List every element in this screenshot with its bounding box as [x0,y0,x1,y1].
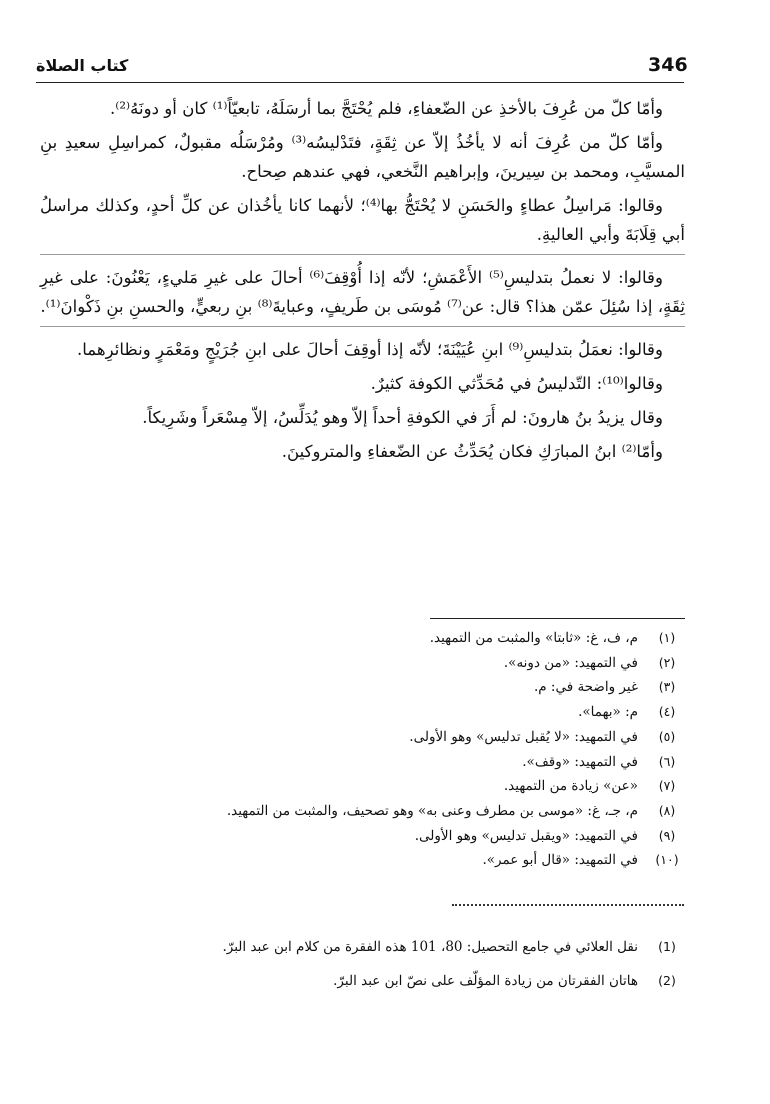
running-title: كتاب الصلاة [36,56,129,75]
footnote [40,626,682,651]
footnote-text: «عن» زيادة من التمهيد. [503,778,638,795]
footnote-number: (٢) [658,654,676,670]
footnote [40,750,682,775]
footnote [40,774,682,799]
editor-notes [40,930,682,998]
paragraph: وقالوا⁽¹⁰⁾: التّدليسُ في مُحَدِّثي الكوفة كثيرٌ. [370,374,663,393]
footnote [40,725,682,750]
footnote-text: م، ف، غ: «ثابتا» والمثبت من التمهيد. [429,630,638,646]
editor-note-number: (1) [658,939,676,954]
footnote [40,675,682,700]
paragraph: وأمّا كلّ من عُرِفَ أنه لا يأخُذُ إلاّ عن ثِقَةٍ، فتَدْليسُه⁽³⁾ ومُرْسَلُه مقبولٌ، كمراسِلِ سعيدِ بنِ المسيَّبِ، ومحمد بن سِيرينَ، وإبراهيم النَّخعي، فهي عندهم صِحاح. [40,133,685,181]
footnote-number: (٨) [658,802,676,818]
footnote-text: م، جـ، غ: «موسى بن مطرف وعنى به» وهو تصحيف، والمثبت من التمهيد. [226,802,638,819]
footnote-number: (١) [658,630,676,645]
footnote-number: (٤) [658,704,676,720]
paragraph: وأمّا كلّ من عُرِفَ بالأخذِ عن الضّعفاءِ، فلم يُحْتَجَّ بما أرسَلَهُ، تابعيّاً⁽¹⁾ كان أو دونَهُ⁽²⁾. [110,99,663,118]
footnote-text: في التمهيد: «ويقبل تدليس» وهو الأولى. [414,827,638,844]
editor-note [40,964,682,998]
footnote [40,651,682,676]
footnote-text: في التمهيد: «لا يُقبل تدليس» وهو الأولى. [409,728,638,745]
footnote-number: (١٠) [655,852,679,868]
footnote-number: (٥) [658,728,676,744]
footnote-divider [430,618,685,619]
paragraph: وقالوا: لا نعملُ بتدليسِ⁽⁵⁾ الأَعْمَشِ؛ لأنّه إذا أُوْقِفَ⁽⁶⁾ أحالَ على غيرِ مَليءٍ، يَعْنُونَ: على غيرِ ثِقَةٍ، إذا سُئِلَ عمّن هذا؟ قال: عن⁽⁷⁾ مُوسَى بن طَريفٍ، وعبايةَ⁽⁸⁾ بنِ ربعيٍّ، والحسنِ بنِ ذَكْوانَ⁽¹⁾. [40,263,685,327]
footnote [40,824,682,849]
footnote-number: (٦) [658,753,676,769]
main-text [40,94,685,466]
page-number: 346 [648,54,688,76]
footnote [40,799,682,824]
footnote [40,848,682,873]
editor-note-text: هاتان الفقرتان من زيادة المؤلّف على نصّ ابن عبد البرّ. [333,973,638,989]
paragraph: وأمّا⁽²⁾ ابنُ المبارَكِ فكان يُحَدِّثُ عن الضّعفاءِ والمتروكينَ. [281,442,663,461]
footnote-text: في التمهيد: «وقف». [522,753,638,770]
footnotes [40,626,682,873]
footnote-text: غير واضحة في: م. [533,679,638,696]
footnote-number: (٧) [658,778,676,794]
paragraph: وقالوا: نعمَلُ بتدليسِ⁽⁹⁾ ابنِ عُيَيْنَةَ؛ لأنّه إذا أوقِفَ أحالَ على ابنِ جُرَيْجٍ ومَعْمَرٍ ونظائرِهما. [76,340,663,359]
editor-note-number: (2) [658,973,676,988]
footnote-number: (٣) [658,679,676,695]
footnote-text: م: «بهما». [578,704,638,721]
paragraph: وقالوا: مَراسِلُ عطاءٍ والحَسَنِ لا يُحْتَجُّ بها⁽⁴⁾؛ لأنهما كانا يأخُذان عن كلِّ أحدٍ، وكذلك مراسلُ أبي قِلَابَةَ وأبي العاليةِ. [40,191,685,255]
footnote-number: (٩) [658,827,676,843]
footnote-text: في التمهيد: «من دونه». [503,654,638,671]
editor-note [40,930,682,964]
page-header [36,48,688,83]
paragraph: وقال يزيدُ بنُ هارونَ: لم أَرَ في الكوفةِ أحداً إلاّ وهو يُدَلِّسُ، إلاّ مِسْعَراً وشَرِيكاً. [142,408,663,427]
footnote-text: في التمهيد: «قال أبو عمر». [482,852,638,869]
editor-note-text: نقل العلائي في جامع التحصيل: 80، 101 هذه الفقرة من كلام ابن عبد البرّ. [222,939,638,955]
footnote [40,700,682,725]
dotted-divider [452,904,684,906]
